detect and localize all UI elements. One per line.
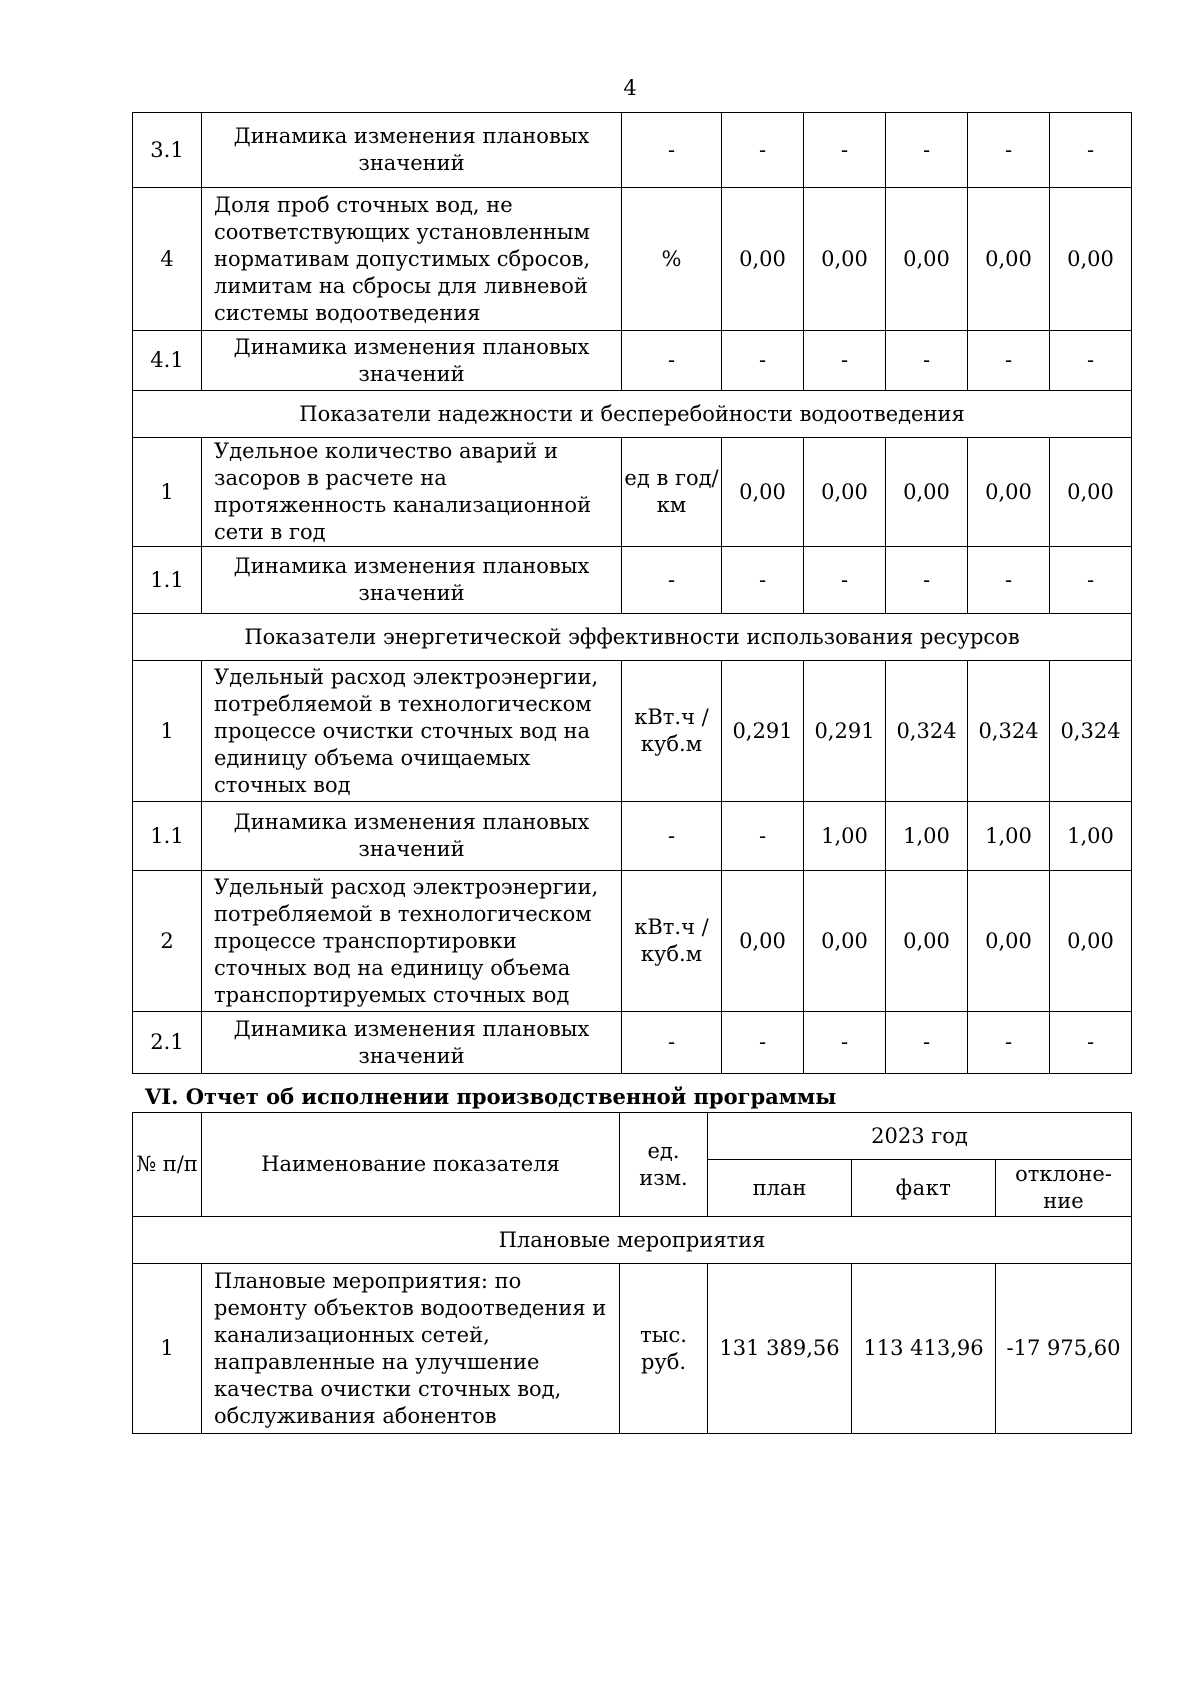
row-unit: ед в год/ км <box>622 438 722 547</box>
row-unit: - <box>622 802 722 871</box>
header-fact: факт <box>852 1160 996 1217</box>
row-value: - <box>722 547 804 614</box>
row-value: - <box>804 331 886 391</box>
row-value: 0,00 <box>968 188 1050 331</box>
row-fact: 113 413,96 <box>852 1264 996 1434</box>
table-row <box>133 188 1132 331</box>
row-value: - <box>804 113 886 188</box>
row-unit: кВт.ч / куб.м <box>622 871 722 1012</box>
row-name: Динамика изменения плановых значений <box>202 331 622 391</box>
header-plan: план <box>708 1160 852 1217</box>
row-value: 0,00 <box>968 438 1050 547</box>
row-value: - <box>722 802 804 871</box>
row-value: 0,00 <box>722 438 804 547</box>
row-value: - <box>1050 1012 1132 1074</box>
row-num: 1 <box>133 438 202 547</box>
header-num: № п/п <box>133 1113 202 1217</box>
row-value: - <box>1050 331 1132 391</box>
program-report-table <box>132 1112 1132 1434</box>
row-value: 0,00 <box>886 871 968 1012</box>
row-value: 1,00 <box>968 802 1050 871</box>
row-value: 0,324 <box>968 661 1050 802</box>
row-unit: - <box>622 113 722 188</box>
row-value: 0,00 <box>1050 871 1132 1012</box>
row-value: - <box>722 113 804 188</box>
row-value: 0,324 <box>886 661 968 802</box>
row-unit: - <box>622 547 722 614</box>
table-row <box>133 1264 1132 1434</box>
header-row <box>133 1113 1132 1160</box>
row-num: 1 <box>133 1264 202 1434</box>
row-value: - <box>968 331 1050 391</box>
row-value: 1,00 <box>886 802 968 871</box>
row-value: - <box>886 113 968 188</box>
row-unit: - <box>622 1012 722 1074</box>
section-heading: VI. Отчет об исполнении производственной программы <box>145 1084 837 1109</box>
row-name: Динамика изменения плановых значений <box>202 802 622 871</box>
header-unit: ед. изм. <box>620 1113 708 1217</box>
row-num: 1.1 <box>133 547 202 614</box>
row-value: 0,00 <box>886 438 968 547</box>
row-value: - <box>968 1012 1050 1074</box>
row-unit: тыс. руб. <box>620 1264 708 1434</box>
page-number: 4 <box>623 76 637 100</box>
row-value: 0,291 <box>722 661 804 802</box>
header-name: Наименование показателя <box>202 1113 620 1217</box>
row-name: Удельный расход электроэнергии, потребляемой в технологическом процессе транспортировки сточных вод на единицу объема транспортируемых сточных вод <box>202 871 622 1012</box>
header-deviation: отклоне-ние <box>996 1160 1132 1217</box>
row-value: 0,291 <box>804 661 886 802</box>
header-year: 2023 год <box>708 1113 1132 1160</box>
row-value: - <box>722 1012 804 1074</box>
row-num: 2.1 <box>133 1012 202 1074</box>
row-value: 0,00 <box>804 438 886 547</box>
row-value: 1,00 <box>1050 802 1132 871</box>
row-unit: кВт.ч / куб.м <box>622 661 722 802</box>
row-value: 1,00 <box>804 802 886 871</box>
row-unit: % <box>622 188 722 331</box>
row-name: Плановые мероприятия: по ремонту объектов водоотведения и канализационных сетей, направленные на улучшение качества очистки сточных вод, обслуживания абонентов <box>202 1264 620 1434</box>
row-name: Удельный расход электроэнергии, потребляемой в технологическом процессе очистки сточных вод на единицу объема очищаемых сточных вод <box>202 661 622 802</box>
row-value: 0,00 <box>804 871 886 1012</box>
section-row <box>133 1217 1132 1264</box>
row-value: 0,00 <box>1050 438 1132 547</box>
table-row <box>133 547 1132 614</box>
row-value: - <box>804 547 886 614</box>
section-row <box>133 391 1132 438</box>
row-value: 0,00 <box>722 871 804 1012</box>
section-title: Показатели надежности и бесперебойности водоотведения <box>133 391 1132 438</box>
row-unit: - <box>622 331 722 391</box>
section-title: Плановые мероприятия <box>133 1217 1132 1264</box>
row-num: 2 <box>133 871 202 1012</box>
row-value: 0,00 <box>1050 188 1132 331</box>
table-row <box>133 1012 1132 1074</box>
row-value: - <box>722 331 804 391</box>
table-row <box>133 331 1132 391</box>
table-row <box>133 438 1132 547</box>
row-deviation: -17 975,60 <box>996 1264 1132 1434</box>
row-value: - <box>1050 547 1132 614</box>
row-num: 4 <box>133 188 202 331</box>
row-value: - <box>968 113 1050 188</box>
row-num: 1 <box>133 661 202 802</box>
row-value: 0,324 <box>1050 661 1132 802</box>
row-value: - <box>886 331 968 391</box>
row-name: Доля проб сточных вод, не соответствующих установленным нормативам допустимых сбросов, лимитам на сбросы для ливневой системы водоотведения <box>202 188 622 331</box>
table-row <box>133 113 1132 188</box>
row-num: 1.1 <box>133 802 202 871</box>
section-title: Показатели энергетической эффективности использования ресурсов <box>133 614 1132 661</box>
row-value: - <box>886 547 968 614</box>
row-value: - <box>1050 113 1132 188</box>
row-value: - <box>968 547 1050 614</box>
row-plan: 131 389,56 <box>708 1264 852 1434</box>
row-value: 0,00 <box>804 188 886 331</box>
row-value: 0,00 <box>886 188 968 331</box>
row-name: Динамика изменения плановых значений <box>202 1012 622 1074</box>
row-value: - <box>804 1012 886 1074</box>
row-value: 0,00 <box>968 871 1050 1012</box>
row-name: Динамика изменения плановых значений <box>202 113 622 188</box>
row-value: - <box>886 1012 968 1074</box>
row-num: 3.1 <box>133 113 202 188</box>
section-row <box>133 614 1132 661</box>
row-value: 0,00 <box>722 188 804 331</box>
table-row <box>133 871 1132 1012</box>
table-row <box>133 802 1132 871</box>
row-num: 4.1 <box>133 331 202 391</box>
row-name: Удельное количество аварий и засоров в расчете на протяженность канализационной сети в год <box>202 438 622 547</box>
table-row <box>133 661 1132 802</box>
indicators-table <box>132 112 1132 1074</box>
row-name: Динамика изменения плановых значений <box>202 547 622 614</box>
